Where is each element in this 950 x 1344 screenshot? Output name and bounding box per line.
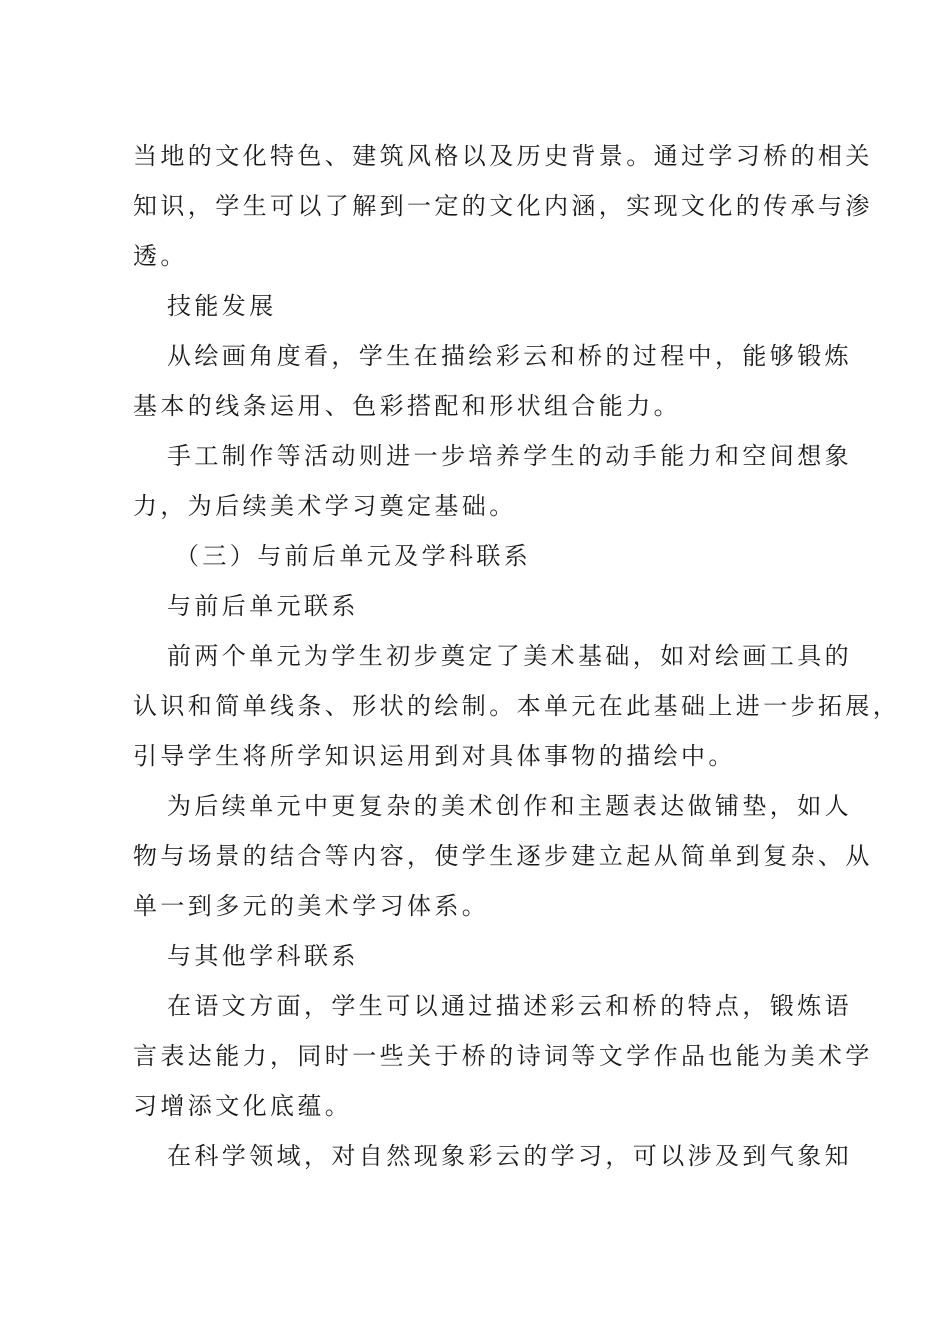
paragraph-line: 单一到多元的美术学习体系。	[133, 892, 490, 920]
paragraph-line: 物与场景的结合等内容，使学生逐步建立起从简单到复杂、从	[133, 842, 873, 870]
paragraph-line: 为后续单元中更复杂的美术创作和主题表达做铺垫，如人	[167, 792, 852, 820]
paragraph-line: 习增添文化底蕴。	[133, 1092, 353, 1120]
section-heading-connections: （三）与前后单元及学科联系	[175, 542, 532, 570]
section-heading-subject-connections: 与其他学科联系	[167, 942, 359, 970]
section-heading-skill-development: 技能发展	[167, 292, 277, 320]
paragraph-line: 基本的线条运用、色彩搭配和形状组合能力。	[133, 392, 681, 420]
paragraph-line: 从绘画角度看，学生在描绘彩云和桥的过程中，能够锻炼	[167, 342, 852, 370]
paragraph-line: 透。	[133, 242, 188, 270]
paragraph-line: 手工制作等活动则进一步培养学生的动手能力和空间想象	[167, 442, 852, 470]
paragraph-line: 认识和简单线条、形状的绘制。本单元在此基础上进一步拓展，	[133, 692, 901, 720]
paragraph-line: 前两个单元为学生初步奠定了美术基础，如对绘画工具的	[167, 642, 852, 670]
section-heading-unit-connections: 与前后单元联系	[167, 592, 359, 620]
paragraph-line: 在科学领域，对自然现象彩云的学习，可以涉及到气象知	[167, 1142, 852, 1170]
document-page	[133, 131, 901, 1181]
paragraph-line: 引导学生将所学知识运用到对具体事物的描绘中。	[133, 742, 736, 770]
paragraph-line: 在语文方面，学生可以通过描述彩云和桥的特点，锻炼语	[167, 992, 852, 1020]
paragraph-line: 言表达能力，同时一些关于桥的诗词等文学作品也能为美术学	[133, 1042, 873, 1070]
paragraph-line: 力，为后续美术学习奠定基础。	[133, 492, 517, 520]
paragraph-line: 当地的文化特色、建筑风格以及历史背景。通过学习桥的相关	[133, 142, 873, 170]
paragraph-line: 知识，学生可以了解到一定的文化内涵，实现文化的传承与渗	[133, 192, 873, 220]
